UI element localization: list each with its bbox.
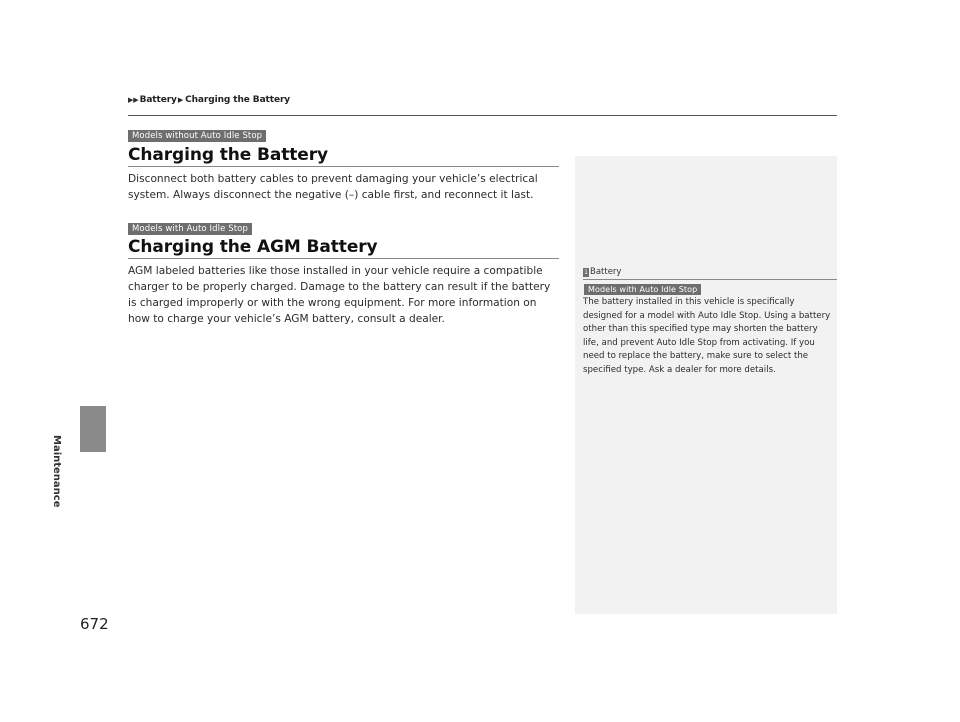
triangle-right-icon: ▶▶ <box>128 96 139 104</box>
model-badge-with-auto-idle-stop: Models with Auto Idle Stop <box>128 223 252 235</box>
section2-body: AGM labeled batteries like those installed in your vehicle require a compatible charger to be properly charged. Damage to the battery can result if the battery is charged improperly or with the wrong equipment. For more information on how to charge your vehicle’s AGM battery, consult a dealer. <box>128 265 551 325</box>
heading-divider <box>128 258 559 259</box>
breadcrumb-section[interactable]: Battery <box>139 95 177 105</box>
note-marker-icon: 1 <box>584 268 588 276</box>
triangle-right-icon: ▶ <box>177 96 184 104</box>
note-title-text: Battery <box>590 267 622 277</box>
section1-body: Disconnect both battery cables to prevent damaging your vehicle’s electrical system. Always disconnect the negative (–) cable first, and reconnect it last. <box>128 173 538 201</box>
note-title <box>583 267 621 277</box>
note-panel <box>575 156 837 614</box>
chapter-label-text: Maintenance <box>51 435 63 508</box>
chapter-label <box>51 435 100 508</box>
heading-charging-battery: Charging the Battery <box>128 145 328 165</box>
breadcrumb-topic: Charging the Battery <box>185 95 291 105</box>
page-number: 672 <box>80 615 109 633</box>
note-model-badge: Models with Auto Idle Stop <box>584 284 701 295</box>
heading-charging-agm-battery: Charging the AGM Battery <box>128 237 378 257</box>
note-divider <box>583 279 837 280</box>
breadcrumb <box>128 95 290 105</box>
header-divider <box>128 115 837 116</box>
heading-divider <box>128 166 559 167</box>
note-body: The battery installed in this vehicle is specifically designed for a model with Auto Idle Stop. Using a battery other than this specified type may shorten the battery life, and prevent Auto Idle Stop from activating. If you need to replace the battery, make sure to select the specified type. Ask a dealer for more details. <box>583 297 831 375</box>
model-badge-without-auto-idle-stop: Models without Auto Idle Stop <box>128 130 266 142</box>
